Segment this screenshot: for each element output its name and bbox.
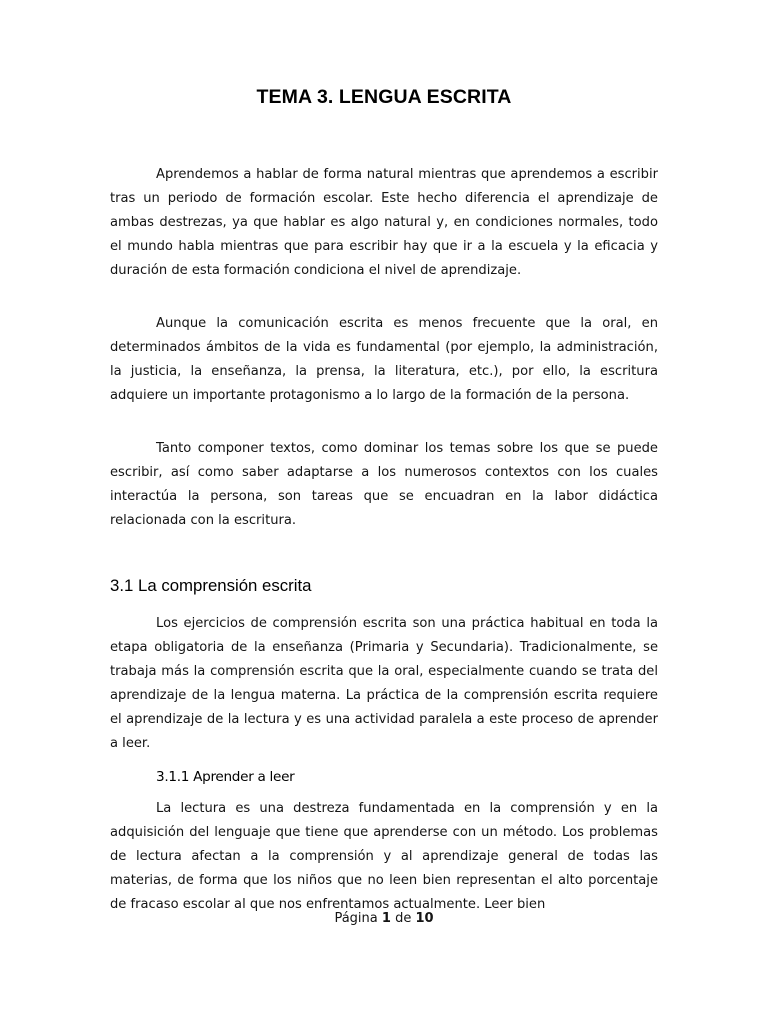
subsection-paragraph: La lectura es una destreza fundamentada en la comprensión y en la adquisición del lenguaje que tiene que aprenderse con un método. Los problemas de lectura afectan a la comprensión y al aprendizaje general de todas las materias, de forma que los niños que no leen bien representan el alto porcentaje de fracaso escolar al que nos enfrentamos actualmente. Leer bien bbox=[110, 801, 658, 912]
footer-total-pages: 10 bbox=[415, 911, 434, 926]
section-paragraph: Los ejercicios de comprensión escrita son una práctica habitual en toda la etapa obligatoria de la enseñanza (Primaria y Secundaria). Tradicionalmente, se trabaja más la comprensión escrita que la oral, especialmente cuando se trata del aprendizaje de la lengua materna. La práctica de la comprensión escrita requiere el aprendizaje de la lectura y es una actividad paralela a este proceso de aprender a leer. bbox=[110, 616, 658, 751]
footer-current-page: 1 bbox=[381, 911, 391, 926]
intro-paragraph-3: Tanto componer textos, como dominar los temas sobre los que se puede escribir, así como saber adaptarse a los numerosos contextos con los cuales interactúa la persona, son tareas que se encuadran en la labor didáctica relacionada con la escritura. bbox=[110, 441, 658, 528]
footer-of-label: de bbox=[395, 911, 412, 926]
intro-paragraph-1: Aprendemos a hablar de forma natural mientras que aprendemos a escribir tras un periodo de formación escolar. Este hecho diferencia el aprendizaje de ambas destrezas, ya que hablar es algo natural y, en condiciones normales, todo el mundo habla mientras que para escribir hay que ir a la escuela y la eficacia y duración de esta formación condiciona el nivel de aprendizaje. bbox=[110, 167, 658, 278]
document-title: TEMA 3. LENGUA ESCRITA bbox=[256, 86, 512, 108]
page-footer bbox=[0, 911, 768, 926]
subsection-heading: 3.1.1 Aprender a leer bbox=[156, 769, 295, 785]
intro-paragraph-2: Aunque la comunicación escrita es menos frecuente que la oral, en determinados ámbitos de la vida es fundamental (por ejemplo, la administración, la justicia, la enseñanza, la prensa, la literatura, etc.), por ello, la escritura adquiere un importante protagonismo a lo largo de la formación de la persona. bbox=[110, 316, 658, 403]
footer-page-label: Página bbox=[334, 911, 378, 926]
section-heading: 3.1 La comprensión escrita bbox=[110, 576, 312, 595]
